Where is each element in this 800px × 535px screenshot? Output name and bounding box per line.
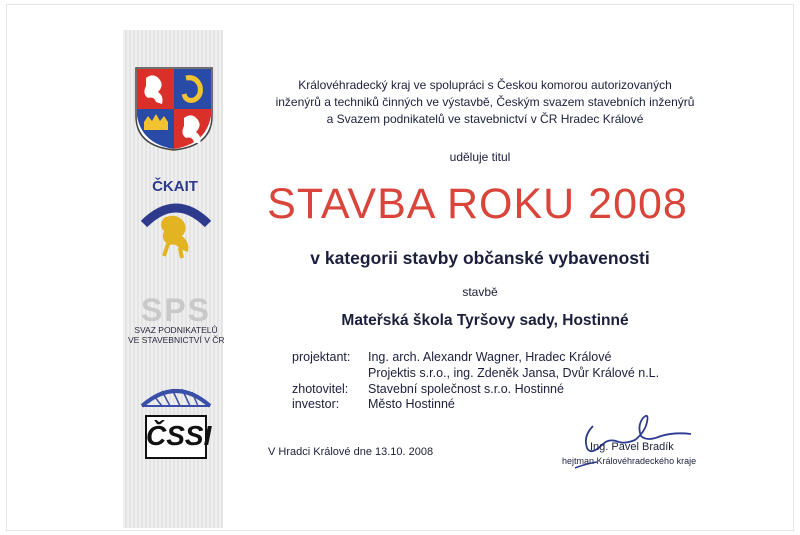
header-line-1: Královéhradecký kraj ve spolupráci s Českou komorou autorizovaných bbox=[298, 78, 672, 92]
award-title: STAVBA ROKU 2008 bbox=[267, 180, 688, 228]
sps-subtitle-2: VE STAVEBNICTVÍ V ČR bbox=[128, 335, 225, 345]
credit-value-projektant-1: Ing. arch. Alexandr Wagner, Hradec Králové bbox=[368, 350, 612, 364]
place-date: V Hradci Králové dne 13.10. 2008 bbox=[268, 446, 434, 458]
credit-label-investor: investor: bbox=[292, 397, 340, 411]
credit-value-zhotovitel: Stavební společnost s.r.o. Hostinné bbox=[368, 382, 564, 396]
award-to: stavbě bbox=[462, 285, 498, 299]
coat-of-arms-logo bbox=[134, 66, 214, 152]
ckait-lion-logo bbox=[140, 198, 212, 262]
award-category: v kategorii stavby občanské vybavenosti bbox=[310, 248, 650, 268]
ckait-logo-text: ČKAIT bbox=[152, 178, 198, 195]
credit-value-investor: Město Hostinné bbox=[368, 397, 455, 411]
signer-name: Ing. Pavel Bradík bbox=[590, 441, 674, 453]
signer-title: hejtman Královéhradeckého kraje bbox=[562, 456, 697, 466]
credit-value-projektant-2: Projektis s.r.o., ing. Zdeněk Jansa, Dvůr Králové n.L. bbox=[368, 366, 660, 380]
sps-subtitle-1: SVAZ PODNIKATELŮ bbox=[134, 325, 218, 335]
award-intro: uděluje titul bbox=[449, 150, 511, 164]
credit-label-zhotovitel: zhotovitel: bbox=[292, 382, 349, 396]
header-line-2: inženýrů a techniků činných ve výstavbě, Českým svazem stavebních inženýrů bbox=[275, 95, 695, 109]
header-line-3: a Svazem podnikatelů ve stavebnictví v ČR Hradec Králové bbox=[326, 112, 644, 126]
credit-label-projektant: projektant: bbox=[292, 350, 351, 364]
building-name: Mateřská škola Tyršovy sady, Hostinné bbox=[341, 312, 629, 329]
cssi-logo-text: ČSSI bbox=[146, 420, 212, 451]
sps-logo-text: SPS bbox=[140, 292, 212, 328]
